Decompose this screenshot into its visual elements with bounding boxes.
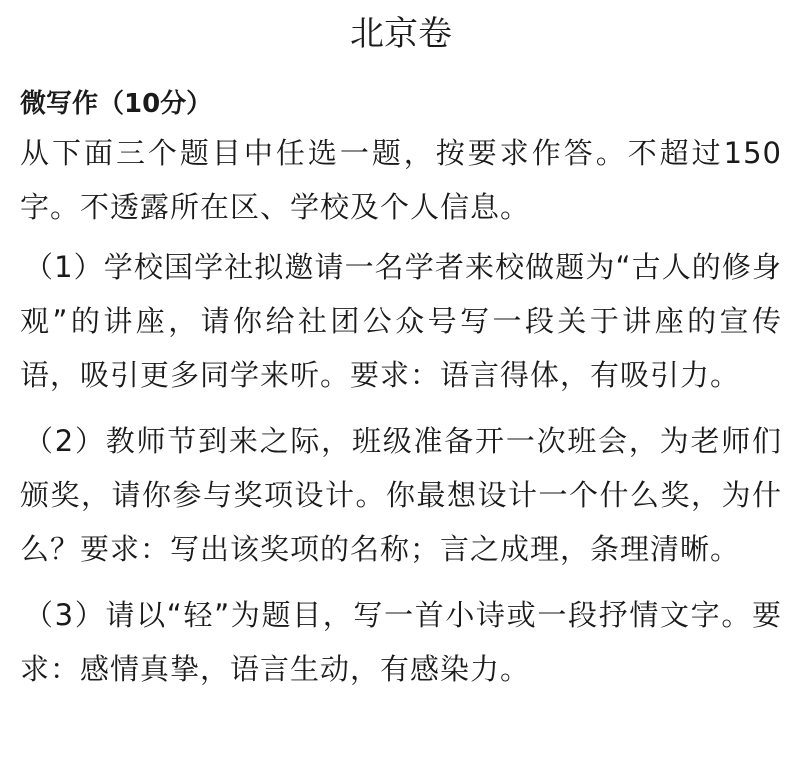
question-item-2 [20,414,782,576]
spacer [20,576,782,588]
question-number: （2） [24,424,106,458]
instructions-paragraph: 从下面三个题目中任选一题，按要求作答。不超过150字。不透露所在区、学校及个人信息。 [20,136,782,224]
page-title: 北京卷 [350,14,452,54]
question-text: 学校国学社拟邀请一名学者来校做题为“古人的修身观”的讲座，请你给社团公众号写一段关于讲座的宣传语，吸引更多同学来听。要求：语言得体，有吸引力。 [20,250,783,392]
spacer [20,402,782,414]
question-text: 教师节到来之际，班级准备开一次班会，为老师们颁奖，请你参与奖项设计。你最想设计一个什么奖，为什么？要求：写出该奖项的名称；言之成理，条理清晰。 [20,424,782,566]
section-heading: 微写作（10分） [20,89,213,119]
question-number: （3） [24,598,106,632]
question-number: （1） [24,250,104,284]
question-item-3 [20,588,782,696]
question-text: 请以“轻”为题目，写一首小诗或一段抒情文字。要求：感情真挚，语言生动，有感染力。 [20,598,782,686]
question-item-1 [20,240,782,402]
